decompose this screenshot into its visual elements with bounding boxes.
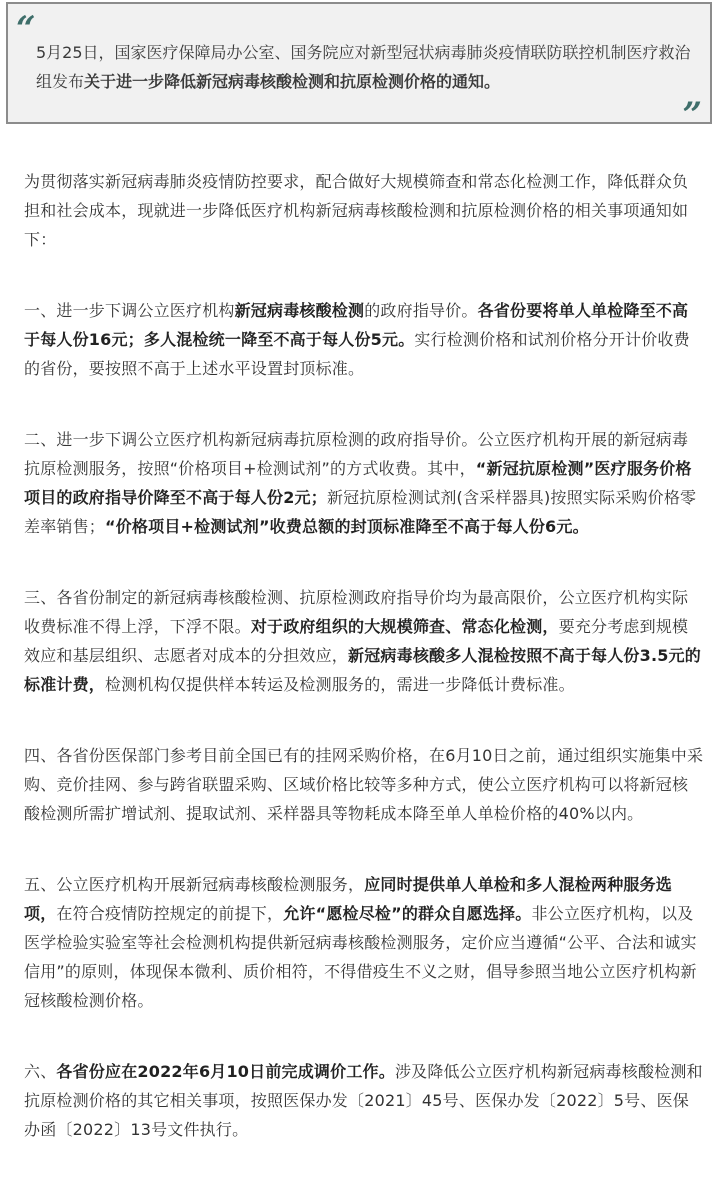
- bold-text: 新冠病毒核酸检测: [234, 301, 365, 320]
- text-span: 检测机构仅提供样本转运及检测服务的，需进一步降低计费标准。: [105, 675, 575, 694]
- text-span: 六、: [24, 1062, 57, 1081]
- bold-text: 新冠病毒核酸多人混检按照不高于每人份3.5元的标准计费，: [24, 646, 701, 694]
- open-quote-icon: “: [16, 9, 36, 49]
- quote-plain-text: 5月25日，国家医疗保障局办公室、国务院应对新型冠状病毒肺炎疫情联防联控机制医疗救治组发布: [36, 43, 691, 91]
- paragraph-6: [24, 1057, 704, 1144]
- bold-text: “新冠抗原检测”医疗服务价格项目的政府指导价降至不高于每人份2元；: [24, 459, 692, 507]
- quote-text: [36, 38, 696, 96]
- article-body: [24, 167, 704, 1186]
- paragraph-intro: 为贯彻落实新冠病毒肺炎疫情防控要求，配合做好大规模筛查和常态化检测工作，降低群众负担和社会成本，现就进一步降低医疗机构新冠病毒核酸检测和抗原检测价格的相关事项通知如下：: [24, 172, 689, 249]
- paragraph-3: [24, 583, 704, 699]
- bold-text: 应同时提供单人单检和多人混检两种服务选项，: [24, 875, 673, 923]
- paragraph-5: [24, 870, 704, 1015]
- bold-text: “价格项目+检测试剂”收费总额的封顶标准降至不高于每人份6元。: [105, 517, 589, 536]
- text-span: 五、公立医疗机构开展新冠病毒核酸检测服务，: [24, 875, 365, 894]
- bold-text: 各省份应在2022年6月10日前完成调价工作。: [56, 1062, 395, 1081]
- text-span: 在符合疫情防控规定的前提下，: [56, 904, 284, 923]
- text-span: 的政府指导价。: [364, 301, 478, 320]
- text-span: 一、进一步下调公立医疗机构: [24, 301, 235, 320]
- quote-box: [6, 2, 712, 135]
- text-span: 实行检测价格和试剂价格分开计价收费的省份，要按照不高于上述水平设置封顶标准。: [24, 330, 690, 378]
- paragraph-4: 四、各省份医保部门参考目前全国已有的挂网采购价格，在6月10日之前，通过组织实施集中采购、竞价挂网、参与跨省联盟采购、区域价格比较等多种方式，使公立医疗机构可以将新冠核酸检测所需扩增试剂、提取试剂、采样器具等物耗成本降至单人单检价格的40%以内。: [24, 746, 704, 823]
- text-span: 涉及降低公立医疗机构新冠病毒核酸检测和抗原检测价格的其它相关事项，按照医保办发〔2021〕45号、医保办发〔2022〕5号、医保办函〔2022〕13号文件执行。: [24, 1062, 703, 1139]
- text-span: 三、各省份制定的新冠病毒核酸检测、抗原检测政府指导价均为最高限价，公立医疗机构实际收费标准不得上浮，下浮不限。: [24, 588, 689, 636]
- text-span: 非公立医疗机构，以及医学检验实验室等社会检测机构提供新冠病毒核酸检测服务，定价应当遵循“公平、合法和诚实信用”的原则，体现保本微利、质价相符，不得借疫生不义之财，倡导参照当地公立医疗机构新冠核酸检测价格。: [24, 904, 697, 1010]
- paragraph-2: [24, 425, 704, 541]
- paragraph-1: [24, 296, 704, 383]
- text-span: 二、进一步下调公立医疗机构新冠病毒抗原检测的政府指导价。公立医疗机构开展的新冠病毒抗原检测服务，按照“价格项目+检测试剂”的方式收费。其中，: [24, 430, 689, 478]
- close-quote-icon: ”: [682, 95, 702, 135]
- text-span: 要充分考虑到规模效应和基层组织、志愿者对成本的分担效应，: [24, 617, 689, 665]
- bold-text: 各省份要将单人单检降至不高于每人份16元；多人混检统一降至不高于每人份5元。: [24, 301, 689, 349]
- quote-bold-text: 关于进一步降低新冠病毒核酸检测和抗原检测价格的通知。: [84, 72, 501, 91]
- text-span: 新冠抗原检测试剂(含采样器具)按照实际采购价格零差率销售；: [24, 488, 697, 536]
- bold-text: 对于政府组织的大规模筛查、常态化检测，: [250, 617, 559, 636]
- bold-text: 允许“愿检尽检”的群众自愿选择。: [283, 904, 532, 923]
